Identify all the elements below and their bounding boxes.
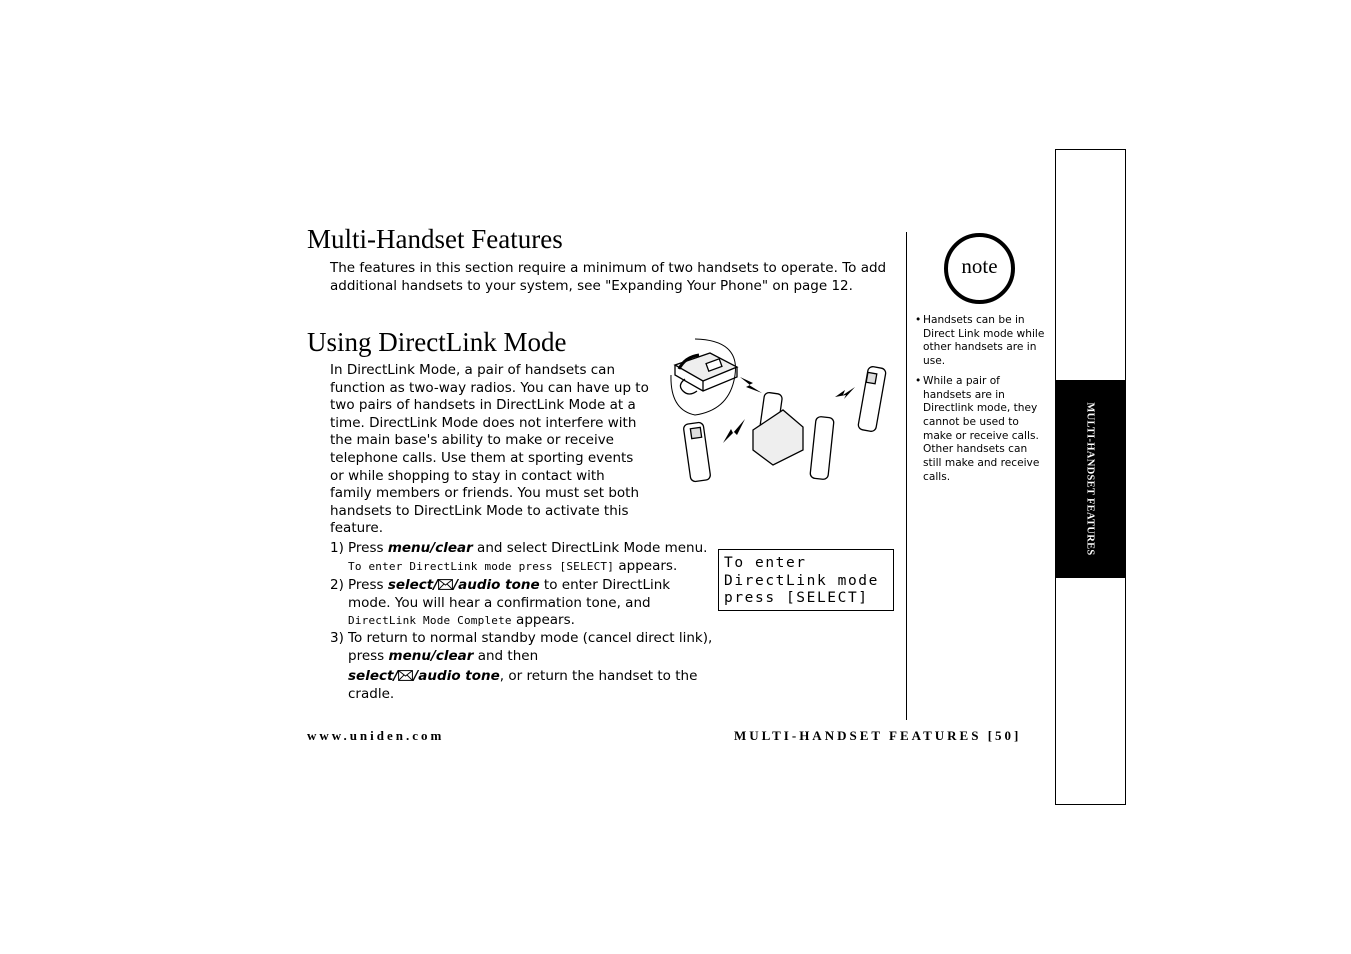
step-number: 2) bbox=[330, 577, 344, 594]
select-key: select/ bbox=[348, 668, 399, 685]
step-item bbox=[330, 630, 715, 703]
handset-illustration bbox=[683, 366, 886, 482]
menu-clear-key: menu/clear bbox=[387, 540, 473, 556]
step-item bbox=[330, 540, 715, 575]
menu-clear-key: menu/clear bbox=[388, 647, 474, 664]
step-number: 3) bbox=[330, 629, 344, 646]
step-text: To return to normal standby mode (cancel direct link), press bbox=[348, 629, 713, 664]
lcd-display bbox=[718, 549, 894, 611]
note-label: note bbox=[961, 254, 998, 278]
step-text: and select DirectLink Mode menu. bbox=[472, 540, 708, 556]
section-title-directlink: Using DirectLink Mode bbox=[307, 327, 567, 357]
step-text: appears. bbox=[614, 557, 678, 574]
select-key: select/ bbox=[387, 577, 439, 594]
lcd-message: To enter DirectLink mode press [SELECT] bbox=[348, 559, 615, 573]
steps-list bbox=[330, 540, 715, 703]
step-item bbox=[330, 577, 715, 630]
lcd-line: DirectLink mode bbox=[724, 572, 879, 589]
envelope-icon bbox=[438, 579, 453, 590]
directlink-paragraph: In DirectLink Mode, a pair of handsets can function as two-way radios. You can have up to two pairs of handsets in DirectLink Mode at a time. DirectLink Mode does not interfere with the main base's ability to make or receive telephone calls. Use them at sporting events or while shopping to stay in contact with family members or friends. You must set both handsets to DirectLink Mode to activate this feature. bbox=[330, 362, 649, 537]
note-bullet-item: • While a pair of handsets are in Directlink mode, they cannot be used to make or receive calls. Other handsets can still make and receive calls. bbox=[915, 374, 1040, 483]
directlink-illustration bbox=[665, 335, 895, 490]
lcd-line: To enter bbox=[724, 555, 807, 571]
base-phone-illustration bbox=[671, 339, 737, 415]
lcd-line: press [SELECT] bbox=[724, 590, 869, 606]
note-bullet-text: Handsets can be in Direct Link mode while other handsets are in use. bbox=[923, 314, 1045, 368]
audio-tone-key: /audio tone bbox=[413, 668, 500, 685]
step-text: Press bbox=[348, 577, 388, 594]
step-number: 1) bbox=[330, 540, 344, 556]
footer-page-label: MULTI-HANDSET FEATURES [50] bbox=[734, 728, 1022, 743]
step-text: appears. bbox=[511, 612, 575, 629]
audio-tone-key: /audio tone bbox=[453, 577, 540, 594]
step-text: Press bbox=[348, 540, 388, 556]
step-text: and then bbox=[473, 647, 539, 664]
side-tab-label: MULTI-HANDSET FEATURES bbox=[1084, 402, 1096, 556]
section-title-multi-handset: Multi-Handset Features bbox=[307, 224, 563, 254]
column-divider bbox=[906, 232, 907, 720]
envelope-icon bbox=[398, 670, 413, 681]
step-text: , or return the handset to the cradle. bbox=[348, 668, 698, 702]
lcd-message: DirectLink Mode Complete bbox=[348, 614, 512, 628]
section-intro: The features in this section require a minimum of two handsets to operate. To add additional handsets to your system, see "Expanding Your Phone" on page 12. bbox=[330, 260, 887, 294]
footer-website: www.uniden.com bbox=[307, 728, 445, 743]
note-badge bbox=[944, 233, 1015, 304]
note-bullet-item: • Handsets can be in Direct Link mode while other handsets are in use. bbox=[915, 314, 1045, 368]
note-bullet-text: While a pair of handsets are in Directlink mode, they cannot be used to make or receive calls. Other handsets can still make and receive calls. bbox=[923, 374, 1040, 483]
side-tab bbox=[1055, 380, 1126, 578]
note-bullets bbox=[915, 314, 1045, 484]
step-text: to enter DirectLink mode. You will hear a confirmation tone, and bbox=[348, 577, 671, 611]
